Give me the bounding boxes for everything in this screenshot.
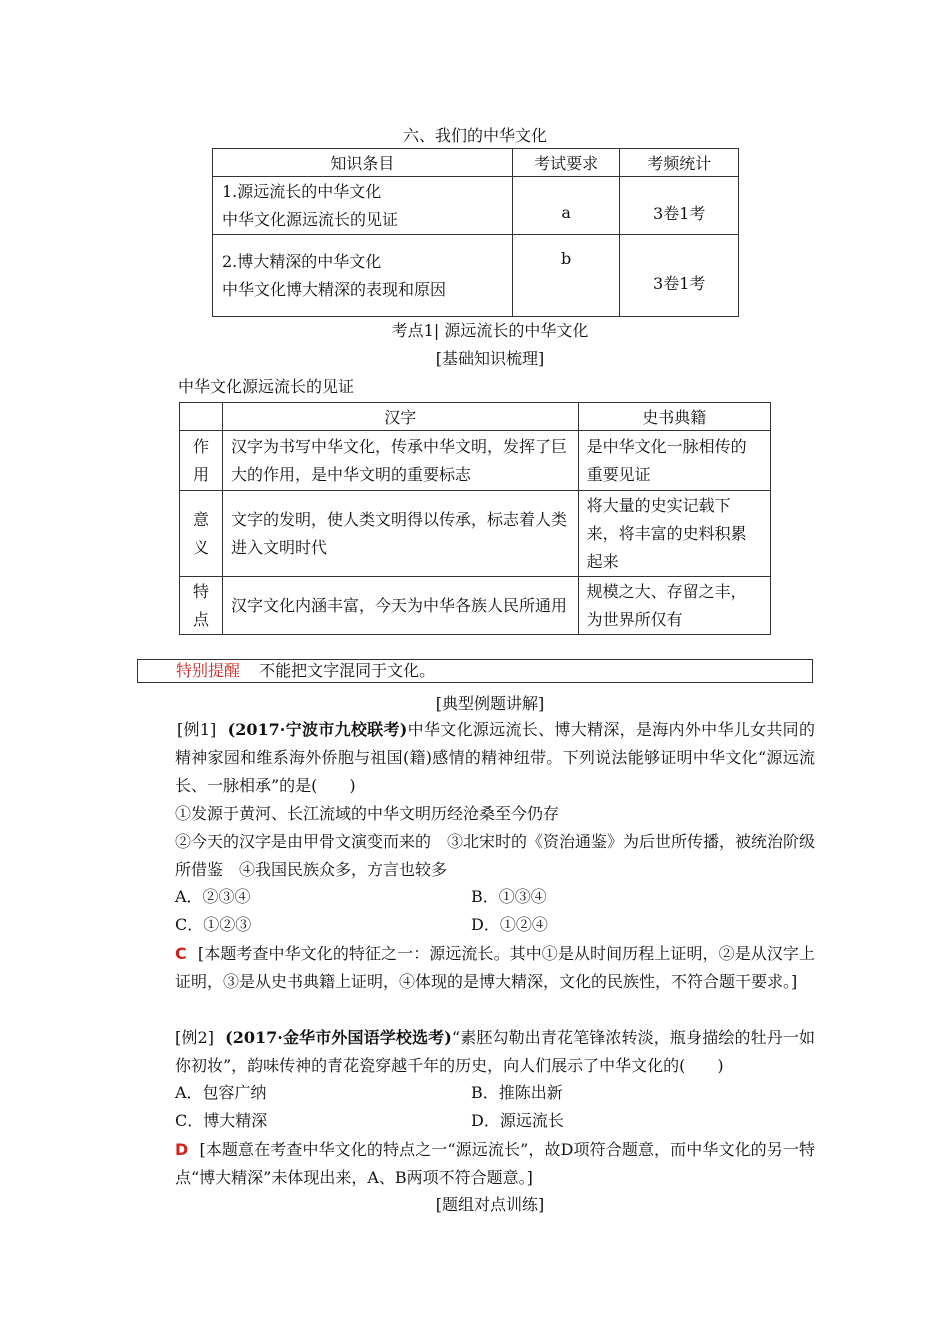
example1-source: (2017·宁波市九校联考)	[227, 720, 408, 739]
table1-freq: 3卷1考	[620, 177, 739, 235]
table1-req: a	[512, 177, 620, 235]
example1-answer-block	[175, 940, 815, 996]
table1-item-detail: 中华文化源远流长的见证	[222, 209, 399, 229]
example1-explanation: [本题考查中华文化的特征之一：源远流长。其中①是从时间历程上证明，②是从汉字上证明，③是从史书典籍上证明，④体现的是博大精深，文化的民族性，不符合题干要求。]	[175, 944, 815, 991]
example2-answer: D	[175, 1140, 189, 1159]
example1-items: ②今天的汉字是由甲骨文演变而来的 ③北宋时的《资治通鉴》为后世所传播，被统治阶级所借鉴 ④我国民族众多，方言也较多	[175, 832, 816, 879]
kaodian-heading: 考点1| 源远流长的中华文化	[391, 321, 589, 340]
table2-header-hanzi: 汉字	[222, 403, 578, 431]
example2-answer-block	[175, 1136, 815, 1192]
example-heading: [典型例题讲解]	[435, 694, 545, 713]
table2-hanzi-cell: 汉字文化内涵丰富，今天为中华各族人民所通用	[222, 577, 578, 635]
reminder-label: 特别提醒	[176, 661, 241, 680]
example1-option-d: D．①②④	[471, 915, 548, 934]
reminder-box	[137, 659, 813, 683]
table1-item-detail: 中华文化博大精深的表现和原因	[222, 279, 447, 299]
example2-option-d: D．源远流长	[471, 1111, 564, 1130]
example1-option-a: A．②③④	[175, 887, 251, 906]
table1-header-item: 知识条目	[213, 149, 513, 177]
reminder-text: 不能把文字混同于文化。	[259, 661, 436, 680]
table1-item-title: 2.博大精深的中华文化	[222, 251, 382, 271]
table2-shishu-cell: 将大量的史实记载下来，将丰富的史料积累起来	[578, 491, 770, 577]
example1-stem-block	[175, 716, 815, 800]
example2-explanation: [本题意在考查中华文化的特点之一“源远流长”，故D项符合题意，而中华文化的另一特点“博大精深”未体现出来，A、B两项不符合题意。]	[175, 1140, 815, 1187]
example2-stem: “素胚勾勒出青花笔锋浓转淡，瓶身描绘的牡丹一如你初妆”，韵味传神的青花瓷穿越千年的历史，向人们展示了中华文化的( )	[175, 1028, 816, 1075]
example2-option-b: B．推陈出新	[471, 1083, 563, 1102]
training-heading: [题组对点训练]	[435, 1195, 545, 1214]
table2-caption: 中华文化源远流长的见证	[178, 377, 355, 396]
table2-row-label: 特点	[180, 577, 223, 635]
knowledge-table	[212, 148, 739, 317]
example2-stem-block	[175, 1024, 815, 1080]
table-row	[180, 491, 771, 577]
table2-shishu-cell: 规模之大、存留之丰，为世界所仅有	[578, 577, 770, 635]
table2-shishu-cell: 是中华文化一脉相传的重要见证	[578, 431, 770, 491]
section-title: 六、我们的中华文化	[402, 126, 547, 145]
table-row	[180, 577, 771, 635]
example1-option-c: C．①②③	[175, 915, 252, 934]
table-row	[180, 431, 771, 491]
example1-tag: [例1]	[177, 720, 217, 739]
table2-hanzi-cell: 文字的发明，使人类文明得以传承，标志着人类进入文明时代	[222, 491, 578, 577]
table2-row-label: 意义	[180, 491, 223, 577]
table1-header-freq: 考频统计	[620, 149, 739, 177]
table1-header-req: 考试要求	[512, 149, 620, 177]
example2-option-c: C．博大精深	[175, 1111, 268, 1130]
table-row	[213, 235, 739, 317]
table-row	[213, 177, 739, 235]
example1-stem: 中华文化源远流长、博大精深，是海内外中华儿女共同的精神家园和维系海外侨胞与祖国(籍)感情的精神纽带。下列说法能够证明中华文化“源远流长、一脉相承”的是( )	[175, 720, 815, 795]
table2-header-shishu: 史书典籍	[578, 403, 770, 431]
table1-req: b	[512, 235, 620, 317]
evidence-table	[179, 402, 771, 635]
table1-item-title: 1.源远流长的中华文化	[222, 181, 382, 201]
example1-option-b: B．①③④	[471, 887, 547, 906]
example1-answer: C	[175, 944, 187, 963]
table2-header-empty	[180, 403, 223, 431]
table2-hanzi-cell: 汉字为书写中华文化，传承中华文明，发挥了巨大的作用，是中华文明的重要标志	[222, 431, 578, 491]
example1-item1: ①发源于黄河、长江流域的中华文明历经沧桑至今仍存	[175, 804, 560, 823]
example2-source: (2017·金华市外国语学校选考)	[225, 1028, 452, 1047]
basic-heading: [基础知识梳理]	[435, 349, 545, 368]
table2-row-label: 作用	[180, 431, 223, 491]
table1-freq: 3卷1考	[620, 235, 739, 317]
example2-tag: [例2]	[175, 1028, 214, 1047]
example2-option-a: A．包容广纳	[175, 1083, 267, 1102]
